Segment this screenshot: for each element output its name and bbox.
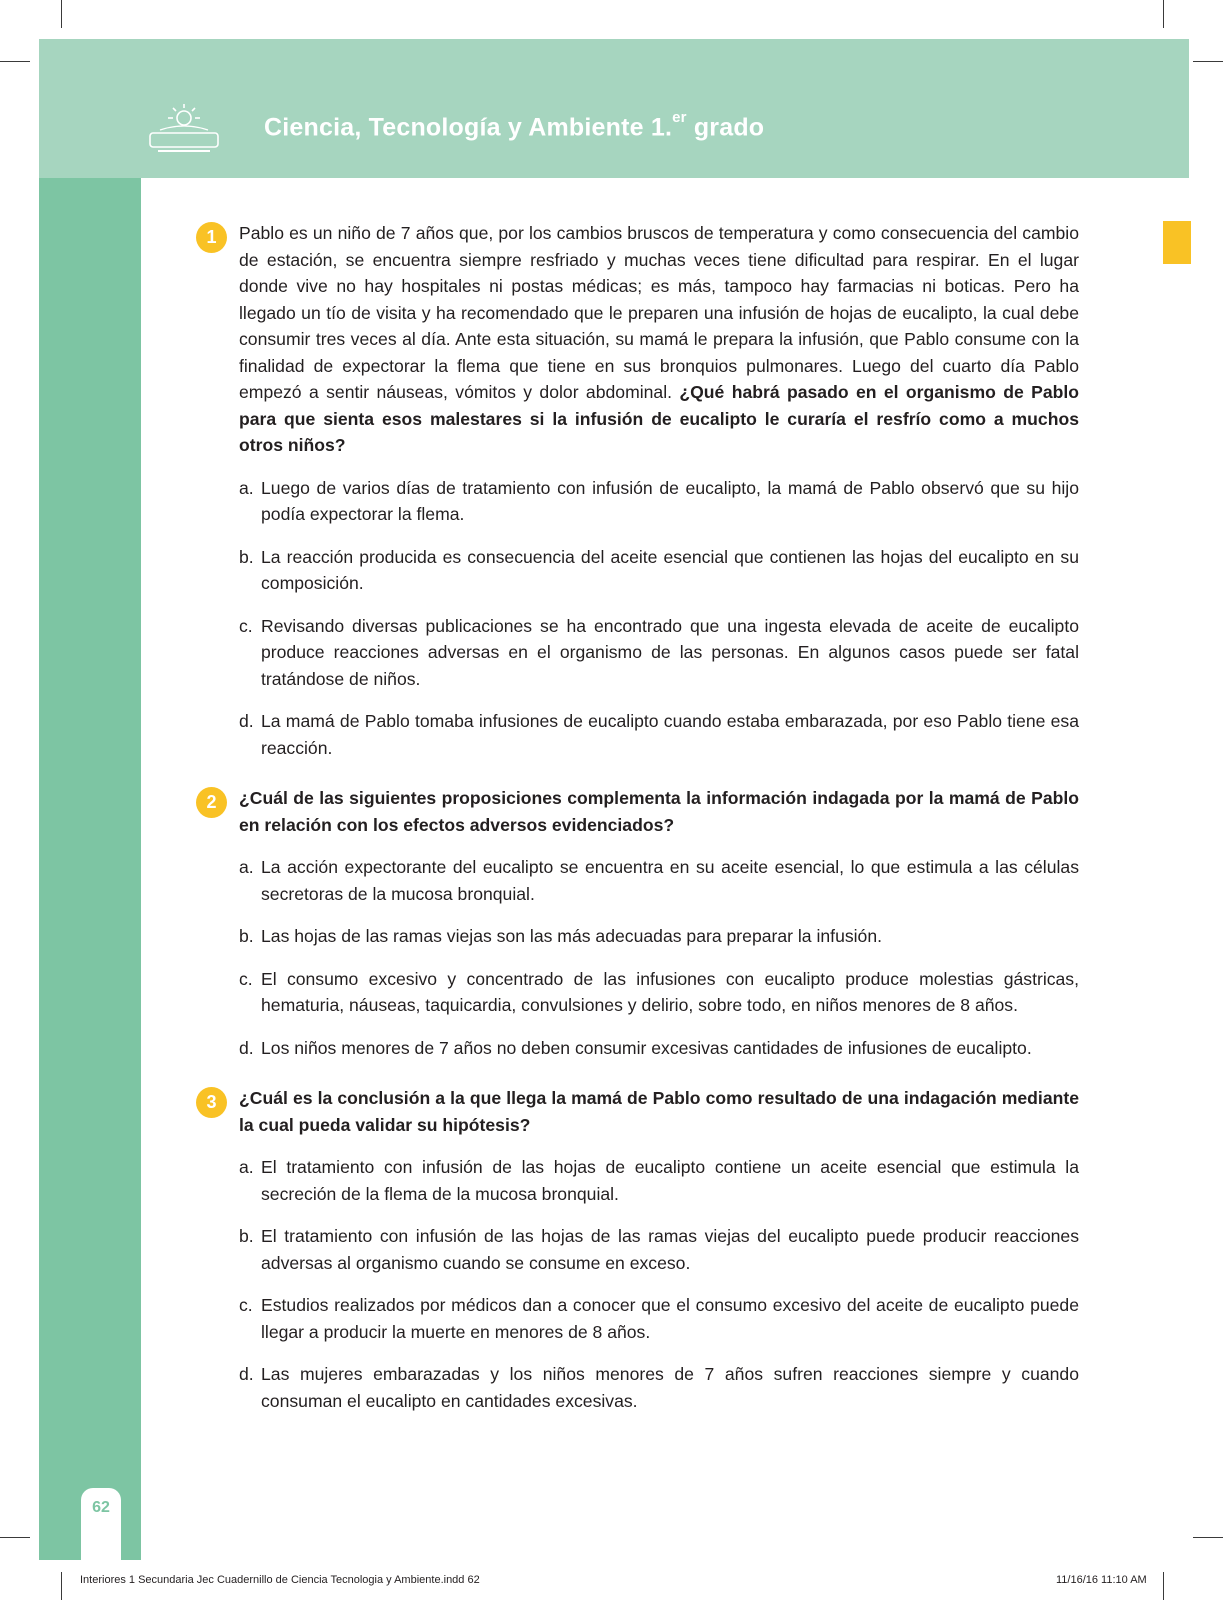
option-d[interactable] [239,1035,1079,1062]
option-letter: d. [239,711,254,731]
option-text: El consumo excesivo y concentrado de las infusiones con eucalipto produce molestias gástricas, hematuria, náuseas, taquicardia, convulsiones y delirio, sobre todo, en niños menores de 8 años. [261,968,1079,1015]
option-letter: a. [239,857,254,877]
option-letter: a. [239,477,254,498]
option-c[interactable] [239,613,1079,693]
page-number: 62 [92,1499,110,1516]
option-letter: b. [239,926,254,946]
option-letter: b. [239,546,254,567]
option-letter: b. [239,1226,254,1246]
option-text: La acción expectorante del eucalipto se encuentra en su aceite esencial, lo que estimula a las células secretoras de la mucosa bronquial. [261,857,1079,904]
option-text: Revisando diversas publicaciones se ha encontrado que una ingesta elevada de aceite de eucalipto produce reacciones adversas en el organismo de las personas. En algunos casos puede ser fatal tratándose de niños. [261,615,1079,689]
option-d[interactable] [239,708,1079,761]
page-title [264,109,765,142]
option-c[interactable] [239,966,1079,1019]
crop-mark [0,61,30,62]
question-1 [206,220,1080,761]
title-main: Ciencia, Tecnología y Ambiente 1. [264,113,673,142]
option-text: Estudios realizados por médicos dan a conocer que el consumo excesivo del aceite de eucalipto puede llegar a producir la muerte en menores de 8 años. [261,1295,1079,1342]
question-text-plain: Pablo es un niño de 7 años que, por los cambios bruscos de temperatura y como consecuencia del cambio de estación, se encuentra siempre resfriado y muchas veces tiene dificultad para respirar. En el lugar donde vive no hay hospitales ni postas médicas; es más, tampoco hay farmacias ni boticas. Pero ha llegado un tío de visita y ha recomendado que le preparen una infusión de hojas de eucalipto, la cual debe consumir tres veces al día. Ante esta situación, su mamá le prepara la infusión, que Pablo consume con la finalidad de expectorar la flema que tiene en sus bronquios pulmonares. Luego del cuarto día Pablo empezó a sentir náuseas, vómitos y dolor abdominal. [239,223,1079,402]
question-2 [206,785,1079,1061]
option-letter: c. [239,1295,253,1315]
option-text: Las mujeres embarazadas y los niños menores de 7 años sufren reacciones siempre y cuando consuman el eucalipto en cantidades excesivas. [261,1364,1079,1411]
crop-mark [0,1537,30,1538]
option-text: Luego de varios días de tratamiento con infusión de eucalipto, la mamá de Pablo observó que su hijo podía expectorar la flema. [261,477,1079,524]
left-sidebar-band [39,178,141,1560]
crop-mark [1193,61,1223,62]
question-number-badge: 3 [196,1087,227,1118]
footer-timestamp: 11/16/16 11:10 AM [1056,1574,1147,1586]
crop-mark [1163,1572,1164,1600]
option-text: El tratamiento con infusión de las hojas de eucalipto contiene un aceite esencial que estimula la secreción de la flema de la mucosa bronquial. [261,1157,1079,1204]
option-c[interactable] [239,1292,1079,1345]
title-tail: grado [686,113,765,142]
jornada-escolar-logo-icon [144,100,224,160]
section-marker-tab [1163,221,1191,264]
question-3 [206,1085,1079,1414]
option-a[interactable] [239,854,1079,907]
option-letter: d. [239,1364,254,1384]
footer-file-info: Interiores 1 Secundaria Jec Cuadernillo de Ciencia Tecnologia y Ambiente.indd 62 [80,1574,480,1586]
option-a[interactable] [239,475,1079,528]
title-superscript: er [672,109,687,126]
question-text [239,220,1079,459]
option-b[interactable] [239,923,1079,950]
option-text: La reacción producida es consecuencia del aceite esencial que contienen las hojas del eucalipto en su composición. [261,546,1079,593]
option-letter: d. [239,1037,254,1058]
crop-mark [1193,1537,1223,1538]
option-letter: c. [239,615,253,636]
questions-content [206,220,1080,1414]
question-text-bold: ¿Qué habrá pasado en el organismo de Pablo para que sienta esos malestares si la infusión de eucalipto le curaría el resfrío como a muchos otros niños? [239,382,1080,455]
option-text: Los niños menores de 7 años no deben consumir excesivas cantidades de infusiones de eucalipto. [261,1037,1032,1058]
option-b[interactable] [239,1223,1079,1276]
option-a[interactable] [239,1154,1079,1207]
option-text: Las hojas de las ramas viejas son las más adecuadas para preparar la infusión. [261,926,883,946]
option-letter: c. [239,968,253,989]
option-b[interactable] [239,544,1079,597]
option-text: La mamá de Pablo tomaba infusiones de eucalipto cuando estaba embarazada, por eso Pablo tiene esa reacción. [261,711,1079,758]
question-text-bold: ¿Cuál es la conclusión a la que llega la mamá de Pablo como resultado de una indagación mediante la cual pueda validar su hipótesis? [239,1088,1079,1135]
crop-mark [61,1572,62,1600]
option-d[interactable] [239,1361,1079,1414]
option-text: El tratamiento con infusión de las hojas de las ramas viejas del eucalipto puede producir reacciones adversas al organismo cuando se consume en exceso. [261,1226,1079,1273]
question-number-badge: 1 [196,222,227,253]
crop-mark [1163,0,1164,28]
question-number-badge: 2 [196,787,227,818]
option-letter: a. [239,1157,254,1177]
crop-mark [61,0,62,28]
question-text-bold: ¿Cuál de las siguientes proposiciones complementa la información indagada por la mamá de Pablo en relación con los efectos adversos evidenciados? [239,788,1079,835]
